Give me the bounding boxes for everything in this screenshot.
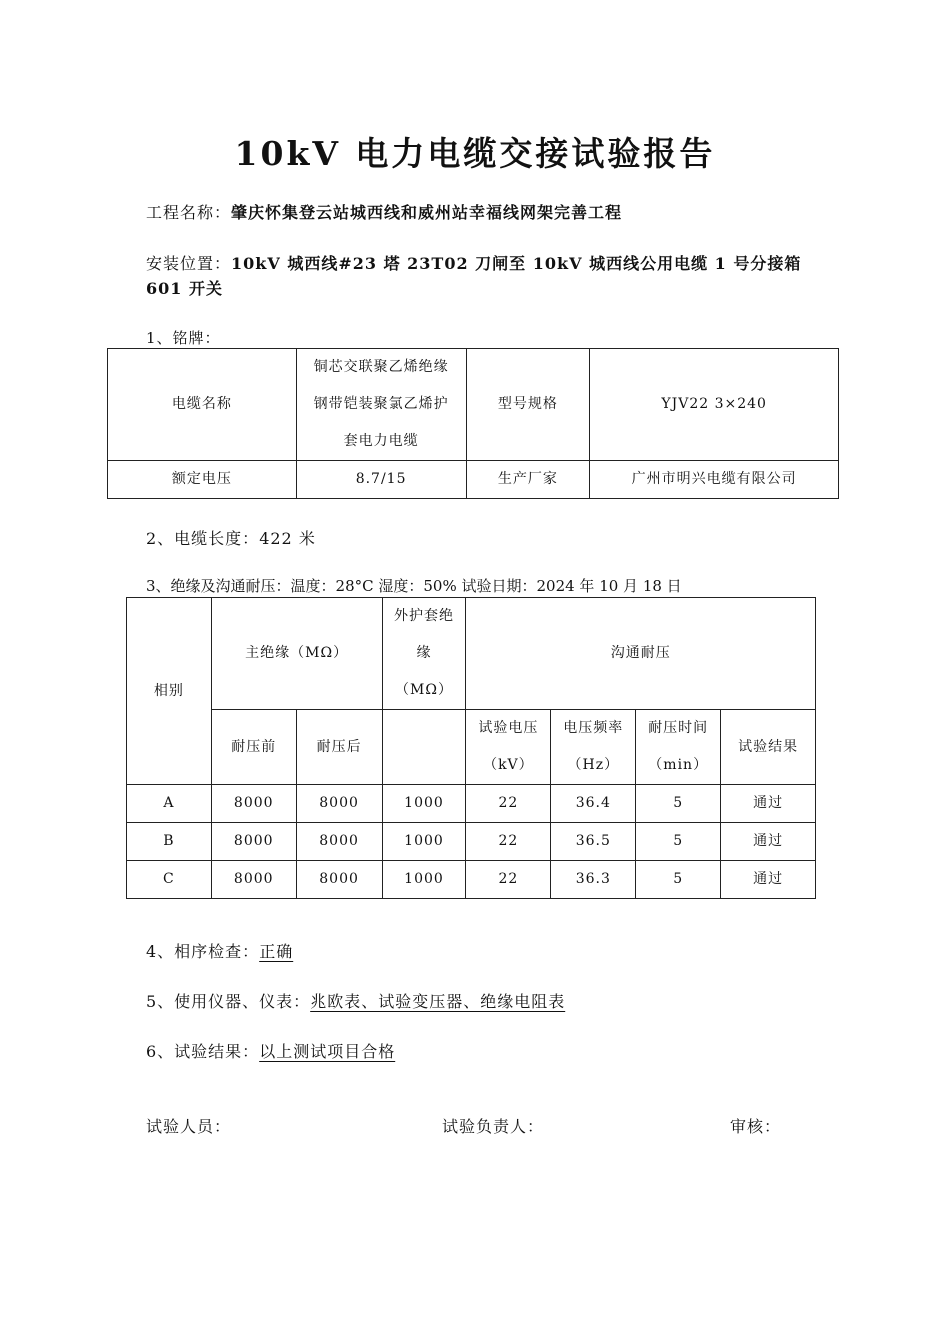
cell-sheath: 1000 [382,823,466,861]
col-withstand: 沟通耐压 [466,598,816,710]
cell-before: 8000 [211,785,296,823]
table-row [127,785,816,823]
location-label: 安装位置： [146,254,232,273]
sub-freq-line: 电压频率 [563,720,624,736]
sub-voltage [466,710,551,785]
sub-time-line: 耐压时间 [648,720,709,736]
col-sheath-line: 缘 [416,645,432,661]
result-line [146,1039,395,1062]
cell-time: 5 [636,785,721,823]
cell-after: 8000 [296,785,382,823]
voltage-value: 8.7/15 [296,461,466,499]
length-line [146,526,316,549]
result-value: 以上测试项目合格 [259,1042,396,1061]
cell-phase: A [127,785,212,823]
insulation-heading: 3、绝缘及沟通耐压：温度：28°C 湿度：50% 试验日期：2024 年 10 月 18 日 [146,577,682,595]
cell-voltage: 22 [466,785,551,823]
cable-name-label: 电缆名称 [108,349,297,461]
model-value: YJV22 3×240 [590,349,839,461]
cable-name-value [296,349,466,461]
nameplate-heading: 1、铭牌： [146,329,221,347]
instruments-label: 5、使用仪器、仪表： [146,992,311,1011]
reviewer-signature: 审核： [730,1117,782,1136]
cell-result: 通过 [721,823,816,861]
cable-name-line: 钢带铠装聚氯乙烯护 [313,396,449,412]
cell-time: 5 [636,861,721,899]
leader-signature: 试验负责人： [442,1117,545,1136]
phase-check-value: 正确 [259,942,294,961]
cell-sheath: 1000 [382,861,466,899]
col-sheath-line: （MΩ） [395,682,453,698]
voltage-label: 额定电压 [108,461,297,499]
cell-voltage: 22 [466,823,551,861]
length-label: 2、电缆长度： [146,529,260,548]
col-main-insulation: 主绝缘（MΩ） [211,598,382,710]
cell-voltage: 22 [466,861,551,899]
instruments-line [146,989,565,1012]
model-label: 型号规格 [466,349,590,461]
nameplate-table [107,348,839,499]
cell-result: 通过 [721,785,816,823]
location-value-1: 10kV 城西线#23 塔 23T02 刀闸至 10kV 城西线公用电缆 1 号分接箱 [231,254,802,273]
sub-result: 试验结果 [721,710,816,785]
project-label: 工程名称： [146,203,232,222]
phase-check-line [146,939,293,962]
col-phase: 相别 [127,598,212,785]
instruments-value: 兆欧表、试验变压器、绝缘电阻表 [310,992,566,1011]
sub-voltage-line: （kV） [483,757,534,773]
maker-value: 广州市明兴电缆有限公司 [590,461,839,499]
cell-freq: 36.4 [551,785,636,823]
sub-sheath-empty [382,710,466,785]
cell-freq: 36.3 [551,861,636,899]
cell-freq: 36.5 [551,823,636,861]
cell-sheath: 1000 [382,785,466,823]
maker-label: 生产厂家 [466,461,590,499]
result-label: 6、试验结果： [146,1042,260,1061]
cell-result: 通过 [721,861,816,899]
length-value: 422 米 [259,529,316,548]
report-title: 10kV 电力电缆交接试验报告 [234,134,716,173]
cell-phase: C [127,861,212,899]
table-row [127,823,816,861]
col-sheath [382,598,466,710]
project-line [146,200,622,223]
col-sheath-line: 外护套绝 [393,608,454,624]
sub-time [636,710,721,785]
cable-name-line: 铜芯交联聚乙烯绝缘 [313,359,449,375]
cell-before: 8000 [211,861,296,899]
location-value-2: 601 开关 [146,279,223,298]
insulation-table [126,597,816,899]
table-row [127,861,816,899]
sub-freq-line: （Hz） [567,757,620,773]
cell-after: 8000 [296,861,382,899]
tester-signature: 试验人员： [146,1117,232,1136]
cell-before: 8000 [211,823,296,861]
cell-time: 5 [636,823,721,861]
sub-freq [551,710,636,785]
sub-time-line: （min） [648,757,709,773]
location-line [146,251,801,274]
project-value: 肇庆怀集登云站城西线和威州站幸福线网架完善工程 [231,203,623,222]
phase-check-label: 4、相序检查： [146,942,260,961]
sub-after: 耐压后 [296,710,382,785]
sub-voltage-line: 试验电压 [478,720,539,736]
cable-name-line: 套电力电缆 [343,433,419,449]
sub-before: 耐压前 [211,710,296,785]
cell-phase: B [127,823,212,861]
cell-after: 8000 [296,823,382,861]
